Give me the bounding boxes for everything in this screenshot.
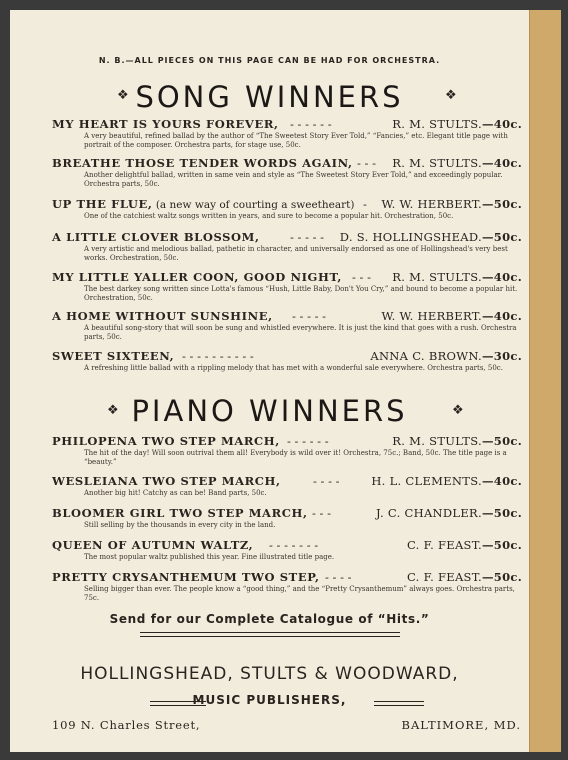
author-price [407,570,522,584]
leader-dashes: - - - - - [292,309,327,323]
entry-line [52,506,522,521]
piece-author: C. F. FEAST. [406,570,482,584]
leader-dashes: - - - - - - - - - - [182,349,254,363]
list-item [52,349,522,373]
leader-dashes: - - - [312,506,331,520]
author-price [382,309,522,323]
piece-price: —50c. [481,197,522,211]
author-price [382,197,522,211]
piece-author: J. C. CHANDLER. [375,506,482,520]
piece-author: W. W. HERBERT. [381,309,482,323]
author-price [376,506,522,520]
piece-author: C. F. FEAST. [406,538,482,552]
song-winners-heading: SONG WINNERS [135,80,404,114]
music-publishers-label: MUSIC PUBLISHERS, [192,693,347,707]
leader-dashes: - - - - - - [287,434,329,448]
divider [374,701,424,706]
list-item [52,270,522,303]
piece-title: SWEET SIXTEEN, [52,349,175,363]
street-address: 109 N. Charles Street, [52,718,201,732]
piece-price: —50c. [481,570,522,584]
piece-price: —40c. [481,117,522,131]
piece-description: Still selling by the thousands in every city in the land. [84,521,276,529]
list-item [52,156,522,189]
piece-author: D. S. HOLLINGSHEAD. [339,230,482,244]
piece-author: W. W. HERBERT. [381,197,482,211]
piece-price: —50c. [481,506,522,520]
piece-title: MY LITTLE YALLER COON, GOOD NIGHT, [52,270,342,284]
piece-title: WESLEIANA TWO STEP MARCH, [52,474,281,488]
leader-dashes: - - - [357,156,376,170]
piece-price: —50c. [481,538,522,552]
ornament-right-icon: ❖ [445,88,457,103]
author-price [340,230,522,244]
entry-line [52,156,522,171]
entry-line [52,230,522,245]
city-address: BALTIMORE, MD. [401,718,521,732]
piece-title: BLOOMER GIRL TWO STEP MARCH, [52,506,308,520]
leader-dashes: - [363,197,367,211]
piece-title: MY HEART IS YOURS FOREVER, [52,117,279,131]
author-price [392,270,522,284]
piece-author: ANNA C. BROWN. [370,349,482,363]
song-sheet-page [10,10,529,752]
author-price [371,474,522,488]
list-item [52,230,522,263]
piece-description: Another big hit! Catchy as can be! Band parts, 50c. [84,489,267,497]
list-item [52,197,522,221]
piece-description: One of the catchiest waltz songs written in years, and sure to become a popular hit. Orchestration, 50c. [84,212,454,220]
piece-title: BREATHE THOSE TENDER WORDS AGAIN, [52,156,353,170]
piece-description: A very artistic and melodious ballad, pathetic in character, and universally endorsed as one of Hollingshead's very best works. Orchestration, 50c. [84,245,508,262]
list-item [52,570,522,603]
entry-line [52,349,522,364]
piece-description: A refreshing little ballad with a rippling melody that has met with a wonderful sale everywhere. Orchestra parts, 50c. [84,364,503,372]
piece-description: The hit of the day! Will soon outrival them all! Everybody is wild over it! Orchestra, 75c.; Band, 50c. The title page is a “beauty.” [84,449,507,466]
binding-edge [529,10,561,752]
piece-price: —50c. [481,434,522,448]
leader-dashes: - - - - - - [290,117,332,131]
piece-title: A HOME WITHOUT SUNSHINE, [52,309,273,323]
piece-price: —40c. [481,156,522,170]
entry-line [52,538,522,553]
piece-author: R. M. STULTS. [392,434,482,448]
catalogue-offer: Send for our Complete Catalogue of “Hits.” [109,612,430,626]
piece-price: —50c. [481,230,522,244]
leader-dashes: - - - [352,270,371,284]
piece-author: R. M. STULTS. [392,117,482,131]
piece-price: —40c. [481,474,522,488]
author-price [392,117,522,131]
piece-title: UP THE FLUE, [52,197,153,211]
leader-dashes: - - - - - [290,230,325,244]
piece-description: A beautiful song-story that will soon be sung and whistled everywhere. It is just the kind that goes with a rush. Orchestra parts, 50c. [84,324,517,341]
entry-line [52,309,522,324]
ornament-right-icon: ❖ [452,403,464,418]
piece-description: The most popular waltz published this year. Fine illustrated title page. [84,553,335,561]
list-item [52,474,522,498]
list-item [52,506,522,530]
entry-line [52,474,522,489]
entry-line [52,570,522,585]
piece-title: A LITTLE CLOVER BLOSSOM, [52,230,260,244]
piano-winners-heading: PIANO WINNERS [131,394,408,428]
author-price [407,538,522,552]
entry-line [52,117,522,132]
author-price [392,434,522,448]
divider [140,632,400,637]
list-item [52,309,522,342]
list-item [52,117,522,150]
leader-dashes: - - - - - - - [269,538,319,552]
entry-line [52,270,522,285]
list-item [52,538,522,562]
piece-description: The best darkey song written since Lotta's famous “Hush, Little Baby, Don't You Cry,” and bound to become a popular hit. Orchestration, 50c. [84,285,518,302]
ornament-left-icon: ❖ [107,403,119,418]
ornament-left-icon: ❖ [117,88,129,103]
author-price [370,349,522,363]
piece-author: R. M. STULTS. [392,156,482,170]
leader-dashes: - - - - [313,474,340,488]
piece-price: —40c. [481,270,522,284]
orchestra-notice: N. B.—ALL PIECES ON THIS PAGE CAN BE HAD FOR ORCHESTRA. [98,56,441,65]
piece-description: Selling bigger than ever. The people know a “good thing,” and the “Pretty Crysanthemum” always goes. Orchestra parts, 75c. [84,585,515,602]
piece-title: QUEEN OF AUTUMN WALTZ, [52,538,254,552]
piece-author: H. L. CLEMENTS. [371,474,482,488]
piece-title: PRETTY CRYSANTHEMUM TWO STEP, [52,570,320,584]
entry-line [52,434,522,449]
list-item [52,434,522,467]
publisher-name: HOLLINGSHEAD, STULTS & WOODWARD, [80,664,459,684]
piece-price: —30c. [481,349,522,363]
piece-description: A very beautiful, refined ballad by the author of “The Sweetest Story Ever Told,” “Fancies,” etc. Elegant title page with portrait of the composer. Orchestra parts, for stage use, 50c. [84,132,508,149]
piece-subtitle: (a new way of courting a sweetheart) [152,199,355,211]
author-price [392,156,522,170]
piece-price: —40c. [481,309,522,323]
entry-line [52,197,522,212]
leader-dashes: - - - - [325,570,352,584]
piece-description: Another delightful ballad, written in same vein and style as “The Sweetest Story Ever Told,” and exceedingly popular. Orchestra parts, 50c. [84,171,503,188]
piece-title: PHILOPENA TWO STEP MARCH, [52,434,280,448]
piece-author: R. M. STULTS. [392,270,482,284]
